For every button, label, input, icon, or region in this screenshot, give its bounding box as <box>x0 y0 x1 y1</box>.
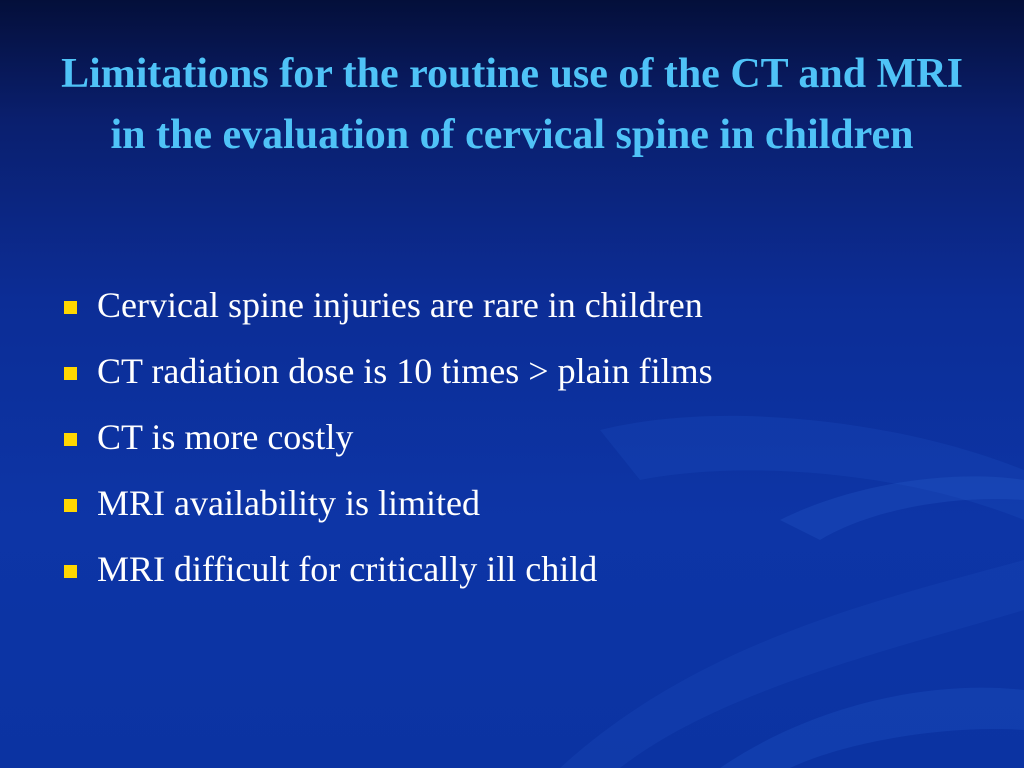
slide-title: Limitations for the routine use of the CT and MRI in the evaluation of cervical spine in children <box>61 51 963 158</box>
square-bullet-icon <box>64 301 77 314</box>
square-bullet-icon <box>64 499 77 512</box>
bullet-text: MRI difficult for critically ill child <box>97 549 598 589</box>
list-item <box>64 536 984 602</box>
bullet-text: CT is more costly <box>97 417 354 457</box>
square-bullet-icon <box>64 367 77 380</box>
list-item <box>64 404 984 470</box>
bullet-text: MRI availability is limited <box>97 483 480 523</box>
square-bullet-icon <box>64 433 77 446</box>
square-bullet-icon <box>64 565 77 578</box>
bullet-list <box>64 272 984 602</box>
list-item <box>64 272 984 338</box>
list-item <box>64 338 984 404</box>
list-item <box>64 470 984 536</box>
bullet-text: Cervical spine injuries are rare in children <box>97 285 703 325</box>
bullet-text: CT radiation dose is 10 times > plain films <box>97 351 713 391</box>
